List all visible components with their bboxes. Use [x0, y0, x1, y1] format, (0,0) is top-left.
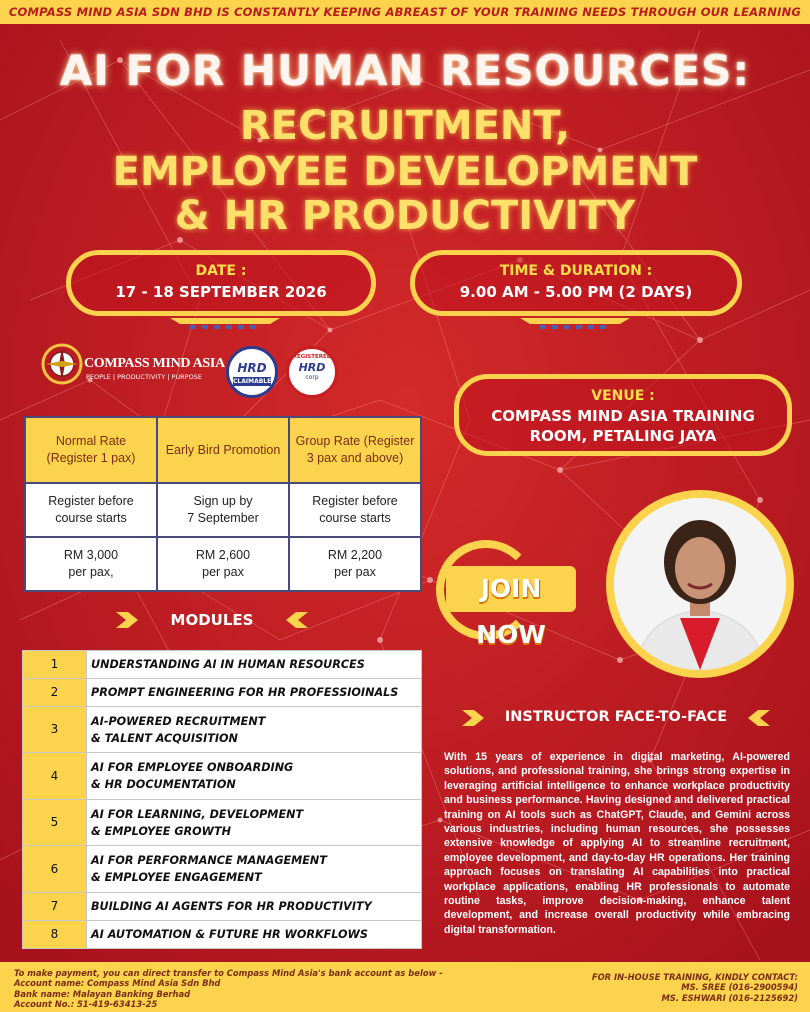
date-pill [66, 250, 376, 316]
contact-info-line: MS. SREE (016-2900594) [681, 982, 798, 993]
modules-heading: MODULES [170, 611, 254, 629]
hrd-registered-sub: corp [305, 374, 319, 381]
chevron-right-icon [460, 706, 494, 730]
contact-info [592, 972, 798, 1003]
module-title: UNDERSTANDING AI IN HUMAN RESOURCES [87, 651, 422, 679]
time-pill-decoration [520, 316, 630, 330]
payment-info [14, 968, 443, 1010]
module-row [23, 800, 422, 846]
hrd-claimable-label: CLAIMABLE [233, 378, 272, 385]
chevron-left-icon [738, 706, 772, 730]
rate-price-cell: RM 3,000 per pax, [25, 537, 157, 591]
chevron-right-icon [114, 608, 148, 632]
hrd-registered-text: HRD [298, 361, 326, 374]
hrd-claimable-badge [226, 346, 278, 398]
venue-line-2: ROOM, PETALING JAYA [529, 427, 717, 445]
module-number: 6 [23, 846, 87, 893]
instructor-photo [606, 490, 794, 678]
compass-logo-icon [40, 342, 84, 386]
rate-condition-cell: Sign up by 7 September [157, 483, 289, 537]
contact-info-line: FOR IN-HOUSE TRAINING, KINDLY CONTACT: [591, 972, 798, 982]
rate-condition-row [25, 483, 421, 537]
module-title: AI-POWERED RECRUITMENT & TALENT ACQUISITION [87, 707, 422, 753]
chevron-left-icon [276, 608, 310, 632]
time-value: 9.00 AM - 5.00 PM (2 DAYS) [459, 283, 693, 301]
module-title: AI AUTOMATION & FUTURE HR WORKFLOWS [87, 921, 422, 949]
module-row [23, 651, 422, 679]
company-logo-tagline: PEOPLE | PRODUCTIVITY | PURPOSE [86, 373, 202, 381]
rate-condition-cell: Register before course starts [25, 483, 157, 537]
payment-info-line: Account No.: 51-419-63413-25 [14, 999, 158, 1010]
title-line-3: EMPLOYEE DEVELOPMENT [112, 149, 698, 195]
rate-header-normal: Normal Rate (Register 1 pax) [25, 417, 157, 483]
module-row [23, 893, 422, 921]
rate-price-cell: RM 2,200 per pax [289, 537, 421, 591]
rate-header-row [25, 417, 421, 483]
venue-pill [454, 374, 792, 456]
module-number: 1 [23, 651, 87, 679]
time-pill [410, 250, 742, 316]
module-row [23, 921, 422, 949]
hrd-registered-badge [286, 346, 338, 398]
module-title: PROMPT ENGINEERING FOR HR PROFESSIOINALS [87, 679, 422, 707]
time-label: TIME & DURATION : [499, 263, 653, 279]
module-title: AI FOR LEARNING, DEVELOPMENT & EMPLOYEE GROWTH [87, 800, 422, 846]
instructor-bio: With 15 years of experience in digital marketing, AI-powered solutions, and professional training, she brings strong expertise in leveraging artificial intelligence to enhance workplace productivity and business performance. Having designed and delivered practical training on AI tools such as ChatGPT, Claude, and Gemini across various industries, including human resources, she possesses extensive knowledge of applying AI to streamline recruitment, employee development, and day-to-day HR operations. Her training approach focuses on translating AI capabilities into practical workplace applications, enabling HR professionals to automate routine tasks, improve decision-making, enhance talent development, and increase overall productivity while embracing digital transformation. [444, 751, 790, 936]
module-title: AI FOR PERFORMANCE MANAGEMENT & EMPLOYEE ENGAGEMENT [87, 846, 422, 893]
instructor-portrait-icon [614, 498, 786, 670]
instructor-heading: INSTRUCTOR FACE-TO-FACE [504, 709, 728, 725]
venue-line-1: COMPASS MIND ASIA TRAINING [491, 407, 755, 425]
contact-info-line: MS. ESHWARI (016-2125692) [661, 992, 798, 1003]
date-value: 17 - 18 SEPTEMBER 2026 [115, 283, 327, 301]
module-number: 4 [23, 753, 87, 800]
top-banner: COMPASS MIND ASIA SDN BHD IS CONSTANTLY KEEPING ABREAST OF YOUR TRAINING NEEDS THROUGH OUR LEARNING [0, 0, 810, 24]
module-number: 2 [23, 679, 87, 707]
payment-info-line: Bank name: Malayan Banking Berhad [14, 988, 191, 999]
title-line-2: RECRUITMENT, [239, 103, 571, 149]
payment-info-line: Account name: Compass Mind Asia Sdn Bhd [14, 978, 221, 989]
rate-table [24, 416, 422, 592]
module-number: 5 [23, 800, 87, 846]
module-number: 7 [23, 893, 87, 921]
module-number: 3 [23, 707, 87, 753]
date-pill-decoration [170, 316, 280, 330]
module-row [23, 846, 422, 893]
module-number: 8 [23, 921, 87, 949]
rate-price-cell: RM 2,600 per pax [157, 537, 289, 591]
modules-table [22, 650, 422, 949]
module-row [23, 753, 422, 800]
venue-label: VENUE : [591, 388, 655, 404]
module-title: AI FOR EMPLOYEE ONBOARDING & HR DOCUMENTATION [87, 753, 422, 800]
rate-header-group: Group Rate (Register 3 pax and above) [289, 417, 421, 483]
hrd-claimable-text: HRD [237, 361, 267, 375]
title-line-4: & HR PRODUCTIVITY [174, 193, 636, 239]
title-line-1: AI FOR HUMAN RESOURCES: [59, 46, 751, 95]
module-row [23, 679, 422, 707]
rate-price-row [25, 537, 421, 591]
company-logo-name: COMPASS MIND ASIA [84, 356, 225, 371]
join-now-button[interactable]: JOIN NOW [446, 566, 576, 612]
module-title: BUILDING AI AGENTS FOR HR PRODUCTIVITY [87, 893, 422, 921]
date-label: DATE : [195, 263, 247, 279]
rate-condition-cell: Register before course starts [289, 483, 421, 537]
rate-header-early-bird: Early Bird Promotion [157, 417, 289, 483]
module-row [23, 707, 422, 753]
payment-info-line: To make payment, you can direct transfer to Compass Mind Asia's bank account as below - [14, 968, 443, 978]
hrd-registered-label: REGISTERED [292, 354, 332, 360]
